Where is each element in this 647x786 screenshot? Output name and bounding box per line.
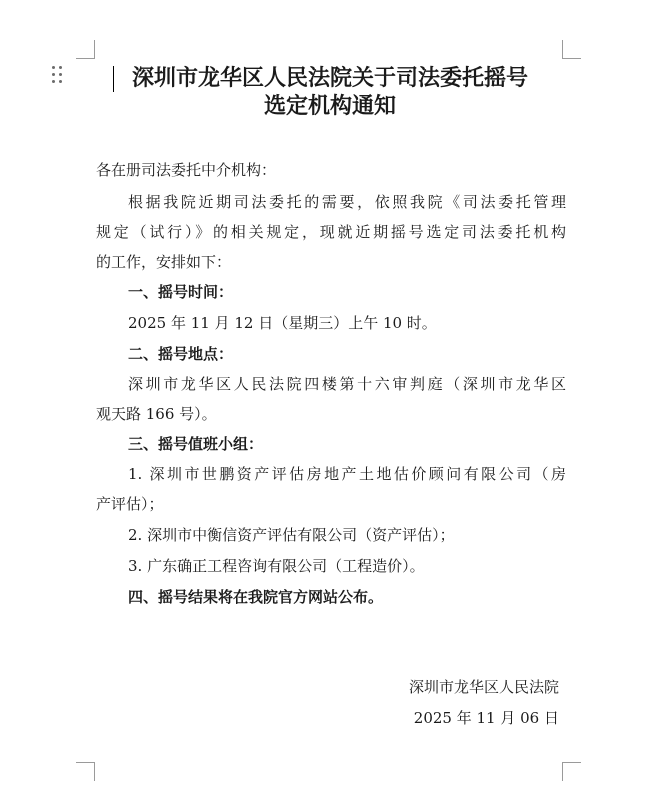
section1-heading[interactable]: 一、摇号时间： — [128, 283, 234, 301]
section3-item3[interactable]: 3. 广东确正工程咨询有限公司（工程造价）。 — [128, 557, 425, 575]
section2-content-line1[interactable]: 深圳市龙华区人民法院四楼第十六审判庭（深圳市龙华区 — [128, 375, 566, 393]
corner-mark-bottom-left — [76, 762, 95, 781]
document-title-line1[interactable]: 深圳市龙华区人民法院关于司法委托摇号 — [131, 66, 528, 91]
drag-handle-icon[interactable] — [52, 66, 66, 86]
section4-heading[interactable]: 四、摇号结果将在我院官方网站公布。 — [128, 588, 384, 606]
section3-item2[interactable]: 2. 深圳市中衡信资产评估有限公司（资产评估）； — [128, 526, 455, 544]
intro-line1[interactable]: 根据我院近期司法委托的需要，依照我院《司法委托管理 — [128, 193, 566, 211]
signature[interactable]: 深圳市龙华区人民法院 — [408, 678, 559, 696]
section2-heading[interactable]: 二、摇号地点： — [128, 345, 234, 363]
section3-heading[interactable]: 三、摇号值班小组： — [128, 435, 264, 453]
intro-line3[interactable]: 的工作，安排如下： — [96, 253, 232, 271]
document-title-line2[interactable]: 选定机构通知 — [263, 94, 396, 119]
section1-content[interactable]: 2025 年 11 月 12 日（星期三）上午 10 时。 — [128, 314, 437, 332]
section3-item1-line2[interactable]: 产评估）； — [96, 495, 164, 513]
corner-mark-top-right — [562, 40, 581, 59]
section3-item1-line1[interactable]: 1. 深圳市世鹏资产评估房地产土地估价顾问有限公司（房 — [128, 465, 566, 483]
intro-line2[interactable]: 规定（试行）》的相关规定，现就近期摇号选定司法委托机构 — [96, 223, 566, 241]
salutation[interactable]: 各在册司法委托中介机构： — [96, 161, 277, 179]
corner-mark-bottom-right — [562, 762, 581, 781]
corner-mark-top-left — [76, 40, 95, 59]
document-date[interactable]: 2025 年 11 月 06 日 — [413, 709, 559, 727]
section2-content-line2[interactable]: 观天路 166 号）。 — [96, 405, 217, 423]
